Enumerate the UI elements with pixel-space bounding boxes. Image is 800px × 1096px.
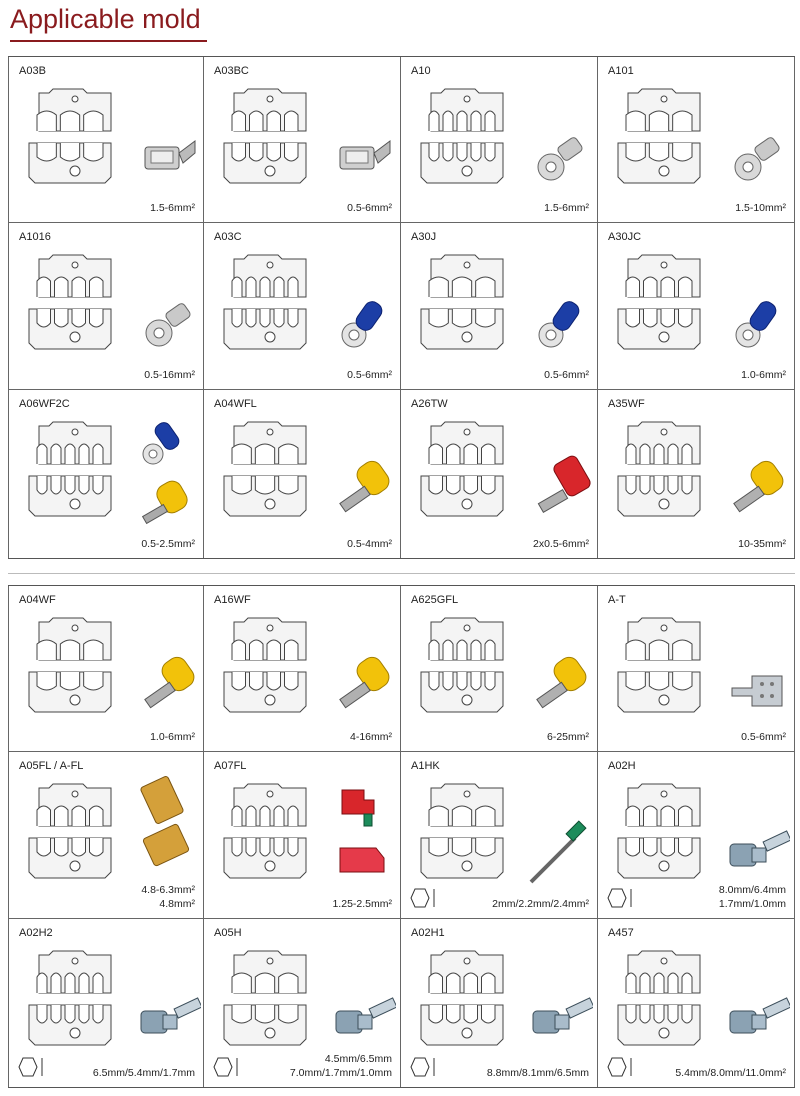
mold-code: A03B xyxy=(19,65,46,77)
mold-cell xyxy=(598,586,795,752)
gold-faston-terminal-icon xyxy=(137,774,201,884)
crimp-die-drawing xyxy=(608,947,720,1057)
wire-size-spec xyxy=(544,201,589,215)
wire-size-spec xyxy=(547,730,589,744)
yellow-ferrule-icon xyxy=(332,648,396,718)
blue-ring-terminal-icon xyxy=(332,285,396,355)
crimp-die-drawing xyxy=(411,947,523,1057)
spec-line: 0.5-6mm² xyxy=(544,369,589,381)
mold-grid-2 xyxy=(8,585,795,1088)
spec-line: 1.5-6mm² xyxy=(150,202,195,214)
crimp-die-drawing xyxy=(19,418,131,528)
crimp-die-drawing xyxy=(214,251,326,361)
mold-code: A04WF xyxy=(19,594,56,606)
mold-cell xyxy=(8,57,204,223)
mold-cell xyxy=(598,57,795,223)
mold-cell xyxy=(598,390,795,558)
mold-cell xyxy=(204,57,401,223)
mold-cell xyxy=(204,752,401,919)
mold-cell xyxy=(204,223,401,390)
crimp-die-drawing xyxy=(608,418,720,528)
mold-code: A1016 xyxy=(19,231,51,243)
spec-line: 1.25-2.5mm² xyxy=(332,898,392,910)
wire-size-spec xyxy=(347,368,392,382)
hexagon-crimp-icon xyxy=(212,1056,240,1078)
bnc-connector-icon xyxy=(529,981,593,1051)
wire-size-spec xyxy=(350,730,392,744)
spec-line: 1.0-6mm² xyxy=(150,731,195,743)
wire-size-spec xyxy=(741,368,786,382)
blue-ring-terminal-icon xyxy=(726,285,790,355)
mold-cell xyxy=(598,752,795,919)
mold-code: A02H2 xyxy=(19,927,53,939)
bnc-connector-icon xyxy=(726,981,790,1051)
mold-code: A03BC xyxy=(214,65,249,77)
wire-size-spec xyxy=(141,537,195,551)
yellow-ferrule-icon xyxy=(529,648,593,718)
spec-line: 0.5-6mm² xyxy=(347,202,392,214)
crimp-die-drawing xyxy=(411,85,523,195)
wire-size-spec xyxy=(141,883,195,911)
spec-line: 8.8mm/8.1mm/6.5mm xyxy=(486,1067,589,1079)
mold-code: A1HK xyxy=(411,760,440,772)
hexagon-crimp-icon xyxy=(409,887,437,909)
crimp-die-drawing xyxy=(214,614,326,724)
blue-ring-and-ferrule-icon xyxy=(137,412,201,532)
spec-line: 4.8mm² xyxy=(159,898,195,910)
wire-size-spec xyxy=(332,897,392,911)
hexagon-crimp-icon xyxy=(409,1056,437,1078)
mold-cell xyxy=(401,752,598,919)
red-faston-terminal-icon xyxy=(332,774,396,894)
mold-code: A04WFL xyxy=(214,398,257,410)
mold-cell xyxy=(401,57,598,223)
spec-line: 1.7mm/1.0mm xyxy=(718,898,786,910)
mold-code: A16WF xyxy=(214,594,251,606)
spec-line: 6-25mm² xyxy=(546,731,589,743)
crimp-die-drawing xyxy=(214,947,326,1057)
spec-line: 4.8-6.3mm² xyxy=(141,884,195,896)
yellow-ferrule-icon xyxy=(726,452,790,522)
mold-grid-1 xyxy=(8,56,795,559)
wire-size-spec xyxy=(741,730,786,744)
crimp-die-drawing xyxy=(411,418,523,528)
wire-size-spec xyxy=(144,368,195,382)
mold-cell xyxy=(8,586,204,752)
crimp-die-drawing xyxy=(214,418,326,528)
wire-size-spec xyxy=(487,1066,589,1080)
crimp-die-drawing xyxy=(214,780,326,890)
title-underline xyxy=(10,40,207,42)
spec-line: 0.5-16mm² xyxy=(144,369,195,381)
hexagon-crimp-icon xyxy=(17,1056,45,1078)
yellow-ferrule-icon xyxy=(137,648,201,718)
spec-line: 0.5-6mm² xyxy=(741,731,786,743)
mold-code: A10 xyxy=(411,65,431,77)
mold-code: A05H xyxy=(214,927,242,939)
mold-code: A-T xyxy=(608,594,626,606)
bnc-connector-icon xyxy=(137,981,201,1051)
spec-line: 1.5-6mm² xyxy=(544,202,589,214)
spec-line: 10-35mm² xyxy=(738,538,786,550)
mold-code: A30JC xyxy=(608,231,642,243)
spec-line: 0.5-4mm² xyxy=(347,538,392,550)
spec-line: 2mm/2.2mm/2.4mm² xyxy=(492,898,589,910)
mold-cell xyxy=(8,223,204,390)
yellow-ferrule-icon xyxy=(332,452,396,522)
crimp-die-drawing xyxy=(608,85,720,195)
mold-code: A30J xyxy=(411,231,437,243)
wire-size-spec xyxy=(290,1052,392,1080)
mold-cell xyxy=(598,919,795,1087)
pin-contact-icon xyxy=(529,814,593,884)
crimp-die-drawing xyxy=(411,780,523,890)
mold-cell xyxy=(598,223,795,390)
wire-size-spec xyxy=(150,730,195,744)
spec-line: 0.5-2.5mm² xyxy=(141,538,195,550)
mold-code: A02H1 xyxy=(411,927,445,939)
crimp-die-drawing xyxy=(608,780,720,890)
mold-code: A35WF xyxy=(608,398,645,410)
crimp-die-drawing xyxy=(19,947,131,1057)
spec-line: 1.0-6mm² xyxy=(741,369,786,381)
spec-line: 0.5-6mm² xyxy=(347,369,392,381)
wire-size-spec xyxy=(544,368,589,382)
spec-line: 4.5mm/6.5mm xyxy=(324,1053,392,1065)
section-divider xyxy=(8,573,795,574)
spec-line: 6.5mm/5.4mm/1.7mm xyxy=(92,1067,195,1079)
mold-cell xyxy=(401,919,598,1087)
hexagon-crimp-icon xyxy=(606,887,634,909)
mold-cell xyxy=(8,390,204,558)
spec-line: 4-16mm² xyxy=(349,731,392,743)
crimp-die-drawing xyxy=(19,614,131,724)
ring-terminal-icon xyxy=(726,119,790,189)
crimp-die-drawing xyxy=(411,614,523,724)
bnc-connector-icon xyxy=(332,981,396,1051)
ring-terminal-icon xyxy=(137,285,201,355)
red-twin-ferrule-icon xyxy=(529,452,593,522)
wire-size-spec xyxy=(738,537,786,551)
spec-line: 8.0mm/6.4mm xyxy=(718,884,786,896)
mold-cell xyxy=(8,752,204,919)
wire-size-spec xyxy=(675,1066,786,1080)
mold-cell xyxy=(401,390,598,558)
spec-line: 7.0mm/1.7mm/1.0mm xyxy=(289,1067,392,1079)
mold-cell xyxy=(204,390,401,558)
mold-code: A457 xyxy=(608,927,634,939)
wire-size-spec xyxy=(93,1066,195,1080)
spec-line: 5.4mm/8.0mm/11.0mm² xyxy=(675,1067,786,1079)
mold-cell xyxy=(204,586,401,752)
bnc-connector-icon xyxy=(726,814,790,884)
wire-size-spec xyxy=(735,201,786,215)
crimp-die-drawing xyxy=(608,614,720,724)
mold-code: A02H xyxy=(608,760,636,772)
crimp-die-drawing xyxy=(214,85,326,195)
mold-code: A625GFL xyxy=(411,594,459,606)
spec-line: 2x0.5-6mm² xyxy=(532,538,589,550)
mold-code: A101 xyxy=(608,65,634,77)
ring-terminal-icon xyxy=(529,119,593,189)
mold-cell xyxy=(401,223,598,390)
metal-tab-terminal-icon xyxy=(726,648,790,718)
crimp-die-drawing xyxy=(19,85,131,195)
wire-size-spec xyxy=(347,201,392,215)
wire-size-spec xyxy=(150,201,195,215)
hexagon-crimp-icon xyxy=(606,1056,634,1078)
mold-code: A06WF2C xyxy=(19,398,70,410)
blue-ring-terminal-icon xyxy=(529,285,593,355)
wire-size-spec xyxy=(719,883,786,911)
crimp-die-drawing xyxy=(608,251,720,361)
spec-line: 1.5-10mm² xyxy=(735,202,786,214)
mold-code: A26TW xyxy=(411,398,448,410)
crimp-die-drawing xyxy=(19,251,131,361)
crimp-die-drawing xyxy=(411,251,523,361)
crimp-die-drawing xyxy=(19,780,131,890)
mold-code: A07FL xyxy=(214,760,247,772)
page-title: Applicable mold xyxy=(10,4,201,34)
wire-size-spec xyxy=(533,537,589,551)
mold-cell xyxy=(8,919,204,1087)
wire-size-spec xyxy=(347,537,392,551)
flag-terminal-icon xyxy=(332,119,396,189)
mold-cell xyxy=(204,919,401,1087)
flag-terminal-icon xyxy=(137,119,201,189)
mold-cell xyxy=(401,586,598,752)
mold-code: A05FL / A-FL xyxy=(19,760,84,772)
mold-code: A03C xyxy=(214,231,242,243)
wire-size-spec xyxy=(492,897,589,911)
